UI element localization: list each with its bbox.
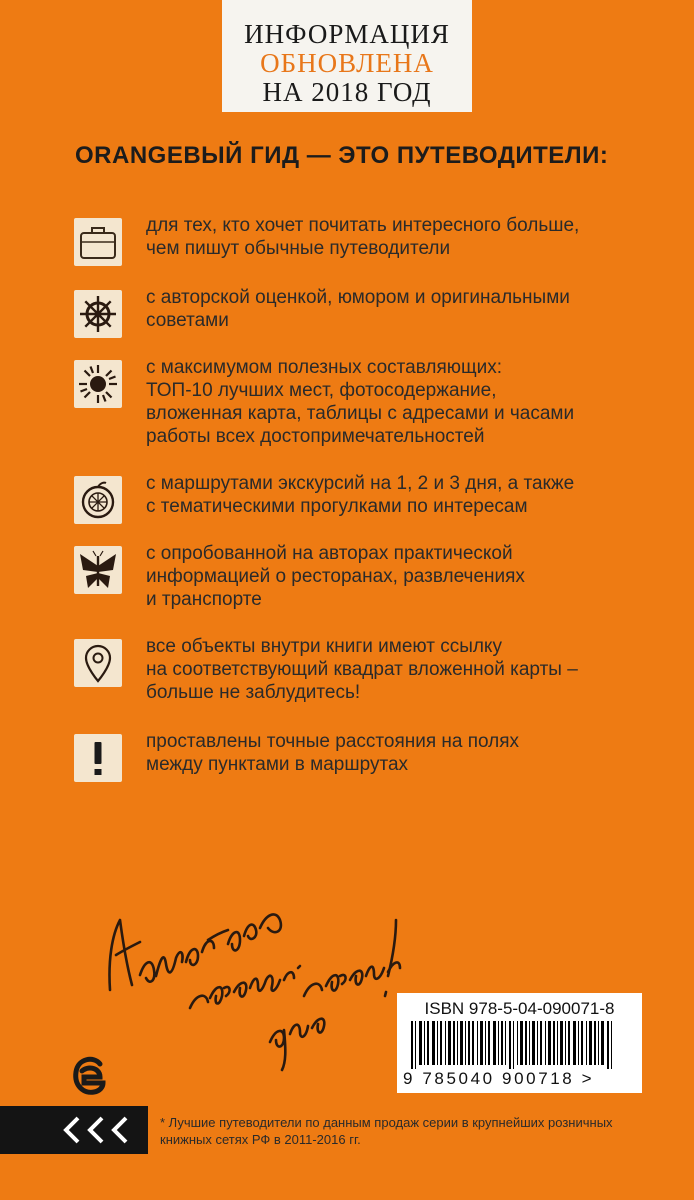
feature-line: с маршрутами экскурсий на 1, 2 и 3 дня, а также <box>146 473 575 494</box>
feature-line: с опробованной на авторах практической <box>146 543 513 564</box>
feature-line: на соответствующий квадрат вложенной карты – <box>146 659 578 680</box>
exclamation-icon <box>74 734 122 782</box>
feature-line: с максимумом полезных составляющих: <box>146 357 503 378</box>
feature-text <box>146 214 646 260</box>
feature-text <box>146 356 646 448</box>
feature-line: проставлены точные расстояния на полях <box>146 731 520 752</box>
orange-fruit-icon <box>74 476 122 524</box>
feature-line: советами <box>146 310 229 331</box>
badge-line-1: ИНФОРМАЦИЯ <box>244 19 450 49</box>
feature-line: вложенная карта, таблицы с адресами и часами <box>146 403 575 424</box>
section-heading: ORANGEВЫЙ ГИД — ЭТО ПУТЕВОДИТЕЛИ: <box>75 142 609 169</box>
publisher-logo <box>70 1052 106 1100</box>
feature-line: все объекты внутри книги имеют ссылку <box>146 636 502 657</box>
handwritten-slogan <box>90 880 420 1080</box>
feature-line: с тематическими прогулками по интересам <box>146 496 528 517</box>
sun-icon <box>74 360 122 408</box>
suitcase-icon <box>74 218 122 266</box>
series-strip <box>0 1106 148 1154</box>
butterfly-icon <box>74 546 122 594</box>
feature-line: больше не заблудитесь! <box>146 682 361 703</box>
feature-text <box>146 472 646 518</box>
badge-line-3: НА 2018 ГОД <box>262 77 432 107</box>
feature-line: и транспорте <box>146 589 262 610</box>
badge-line-2: ОБНОВЛЕНА <box>260 48 434 78</box>
feature-line: между пунктами в маршрутах <box>146 754 409 775</box>
feature-line: для тех, кто хочет почитать интересного больше, <box>146 215 580 236</box>
barcode-bars <box>397 1021 642 1069</box>
feature-line: ТОП-10 лучших мест, фотосодержание, <box>146 380 497 401</box>
feature-text <box>146 730 646 776</box>
feature-line: чем пишут обычные путеводители <box>146 238 451 259</box>
footnote: * Лучшие путеводители по данным продаж серии в крупнейших розничных книжных сетях РФ в 2011-2016 гг. <box>160 1115 613 1147</box>
barcode-digits: 9 785040 900718 > <box>403 1069 595 1088</box>
feature-line: работы всех достопримечательностей <box>146 426 485 447</box>
chevrons-icon <box>62 1114 142 1146</box>
isbn-label: ISBN 978-5-04-090071-8 <box>424 999 615 1018</box>
feature-text <box>146 635 646 704</box>
feature-text <box>146 286 646 332</box>
isbn-barcode <box>397 993 642 1093</box>
update-badge <box>222 0 472 112</box>
feature-line: информацией о ресторанах, развлечениях <box>146 566 525 587</box>
map-pin-icon <box>74 639 122 687</box>
feature-text <box>146 542 646 611</box>
ship-wheel-icon <box>74 290 122 338</box>
feature-line: с авторской оценкой, юмором и оригинальными <box>146 287 570 308</box>
